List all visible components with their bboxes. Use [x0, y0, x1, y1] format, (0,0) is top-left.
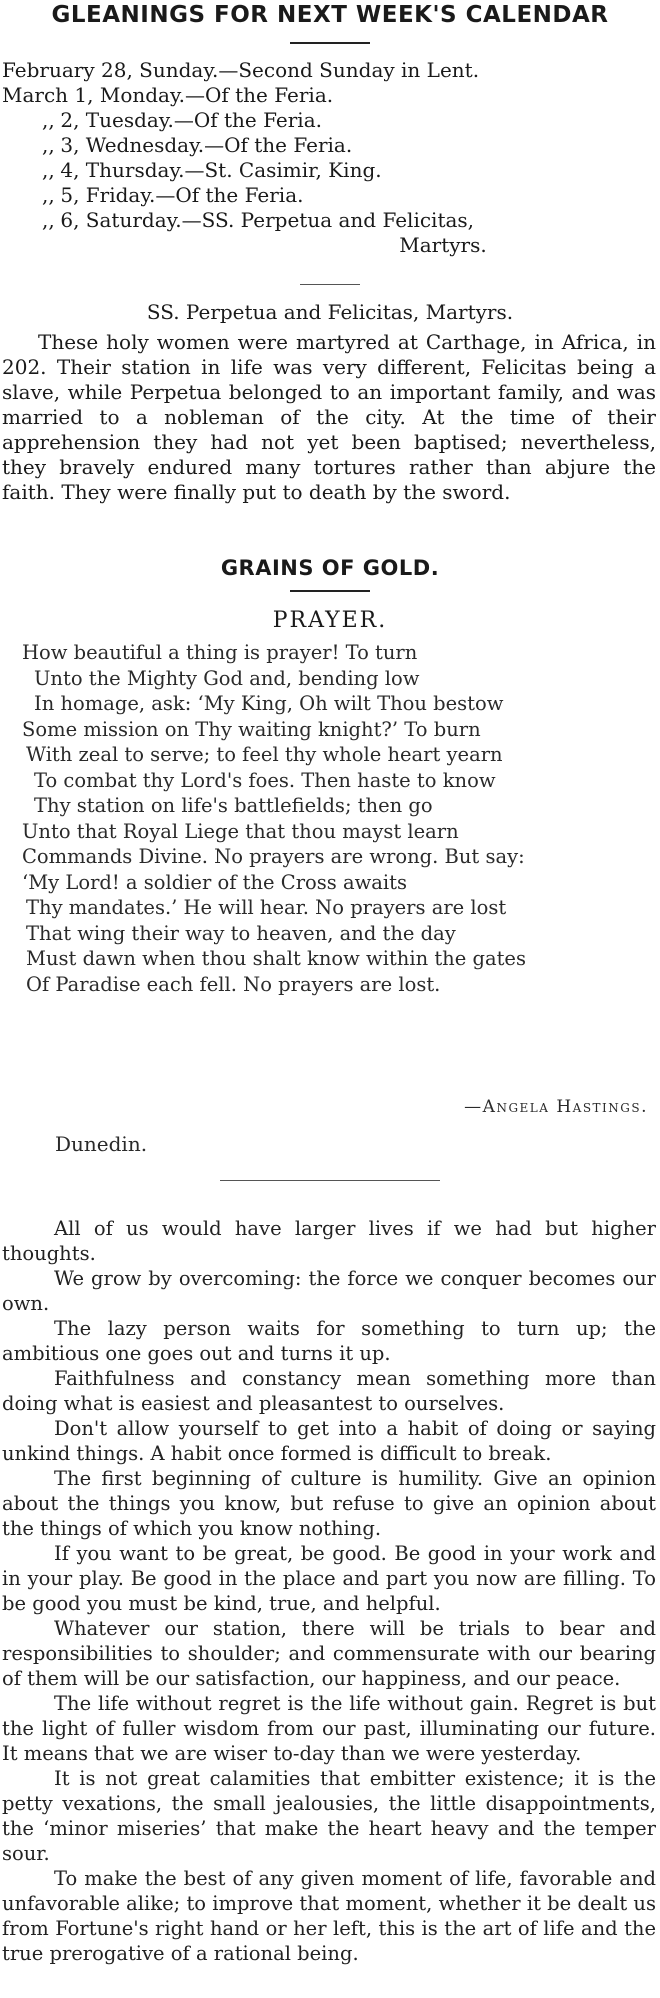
poem-place: Dunedin.: [55, 1132, 148, 1156]
grain-paragraph: If you want to be great, be good. Be good in your work and in your play. Be good in the place and part you now are filling. To be good you must be kind, true, and helpful.: [2, 1542, 656, 1615]
grain-paragraph: Don't allow yourself to get into a habit of doing or saying unkind things. A habit once formed is difficult to break.: [2, 1417, 656, 1465]
ditto-mark: ,,: [42, 108, 55, 132]
poem-line: Of Paradise each fell. No prayers are lost.: [26, 972, 441, 996]
ditto-mark: ,,: [42, 158, 55, 182]
grain-paragraph: To make the best of any given moment of life, favorable and unfavorable alike; to improve that moment, whether it be dealt us from Fortune's right hand or her left, this is the art of life and the true prerogative of a rational being.: [2, 1867, 656, 1965]
calendar-entry-text: 4, Thursday.—St. Casimir, King.: [60, 158, 382, 182]
poem-line: With zeal to serve; to feel thy whole heart yearn: [26, 743, 503, 766]
poem-line: Must dawn when thou shalt know within the gates: [26, 947, 526, 970]
grain-paragraph: The lazy person waits for something to turn up; the ambitious one goes out and turns it up.: [2, 1317, 656, 1365]
heading-rule: [290, 590, 370, 592]
poem-author: —Angela Hastings.: [464, 1097, 648, 1117]
poem-line: How beautiful a thing is prayer! To turn: [22, 641, 418, 664]
grains-list: [2, 1216, 656, 1966]
calendar-entry-text: 2, Tuesday.—Of the Feria.: [60, 108, 322, 132]
grain-paragraph: The first beginning of culture is humility. Give an opinion about the things you know, but refuse to give an opinion about the things of which you know nothing.: [2, 1467, 656, 1540]
calendar-entry: [2, 133, 654, 158]
ditto-mark: ,,: [42, 183, 55, 207]
grain-paragraph: Whatever our station, there will be trials to bear and responsibilities to shoulder; and commensurate with our bearing of them will be our satisfaction, our happiness, and our peace.: [2, 1617, 656, 1690]
grain-paragraph: We grow by overcoming: the force we conquer becomes our own.: [2, 1267, 656, 1315]
section-rule: [220, 1180, 440, 1181]
calendar-entry-text: 3, Wednesday.—Of the Feria.: [60, 133, 353, 157]
grain-paragraph: All of us would have larger lives if we had but higher thoughts.: [2, 1217, 656, 1265]
ditto-mark: ,,: [42, 133, 55, 157]
saints-title: SS. Perpetua and Felicitas, Martyrs.: [146, 300, 514, 324]
grain-paragraph: It is not great calamities that embitter existence; it is the petty vexations, the small jealousies, the little disappointments, the ‘minor miseries’ that make the heart heavy and the temper sour.: [2, 1767, 656, 1865]
calendar-entry-text: 5, Friday.—Of the Feria.: [60, 183, 304, 207]
poem-line: That wing their way to heaven, and the day: [26, 921, 456, 945]
poem-line: Some mission on Thy waiting knight?’ To burn: [22, 717, 481, 741]
poem-line: Unto that Royal Liege that thou mayst learn: [22, 819, 459, 843]
title-rule: [290, 42, 370, 44]
ditto-mark: ,,: [42, 208, 55, 232]
poem-title: PRAYER.: [272, 608, 388, 633]
calendar-entry-text: 6, Saturday.—SS. Perpetua and Felicitas,: [60, 208, 475, 232]
poem-line: In homage, ask: ‘My King, Oh wilt Thou bestow: [34, 692, 504, 715]
calendar-entry: [2, 208, 654, 233]
section-heading: GRAINS OF GOLD.: [220, 556, 440, 580]
poem-line: To combat thy Lord's foes. Then haste to know: [34, 768, 496, 792]
poem-line: Thy mandates.’ He will hear. No prayers are lost: [26, 896, 507, 919]
poem-line: ‘My Lord! a soldier of the Cross awaits: [22, 870, 408, 894]
calendar-entry: March 1, Monday.—Of the Feria.: [2, 83, 334, 107]
calendar-entry: [2, 108, 654, 133]
poem-line: Thy station on life's battlefields; then go: [34, 794, 433, 817]
calendar-entry: February 28, Sunday.—Second Sunday in Lent.: [2, 58, 480, 82]
section-rule: [300, 284, 360, 285]
poem-line: Unto the Mighty God and, bending low: [34, 666, 420, 690]
poem-line: Commands Divine. No prayers are wrong. But say:: [22, 845, 525, 868]
calendar-entry: [2, 158, 654, 183]
grain-paragraph: The life without regret is the life without gain. Regret is but the light of fuller wisdom from our past, illuminating our future. It means that we are wiser to-day than we were yesterday.: [2, 1692, 656, 1765]
saints-body: [2, 330, 656, 505]
saints-paragraph: These holy women were martyred at Carthage, in Africa, in 202. Their station in life was very different, Felicitas being a slave, while Perpetua belonged to an important family, and was married to a nobleman of the city. At the time of their apprehension they had not yet been baptised; nevertheless, they bravely endured many tortures rather than abjure the faith. They were finally put to death by the sword.: [2, 330, 656, 504]
poem-body: [22, 640, 642, 997]
calendar-entry: [2, 183, 654, 208]
page-title: GLEANINGS FOR NEXT WEEK'S CALENDAR: [51, 2, 609, 28]
grain-paragraph: Faithfulness and constancy mean something more than doing what is easiest and pleasantest to ourselves.: [2, 1367, 656, 1415]
calendar-entry-continuation: Martyrs.: [399, 233, 487, 257]
calendar-list: [2, 58, 654, 258]
